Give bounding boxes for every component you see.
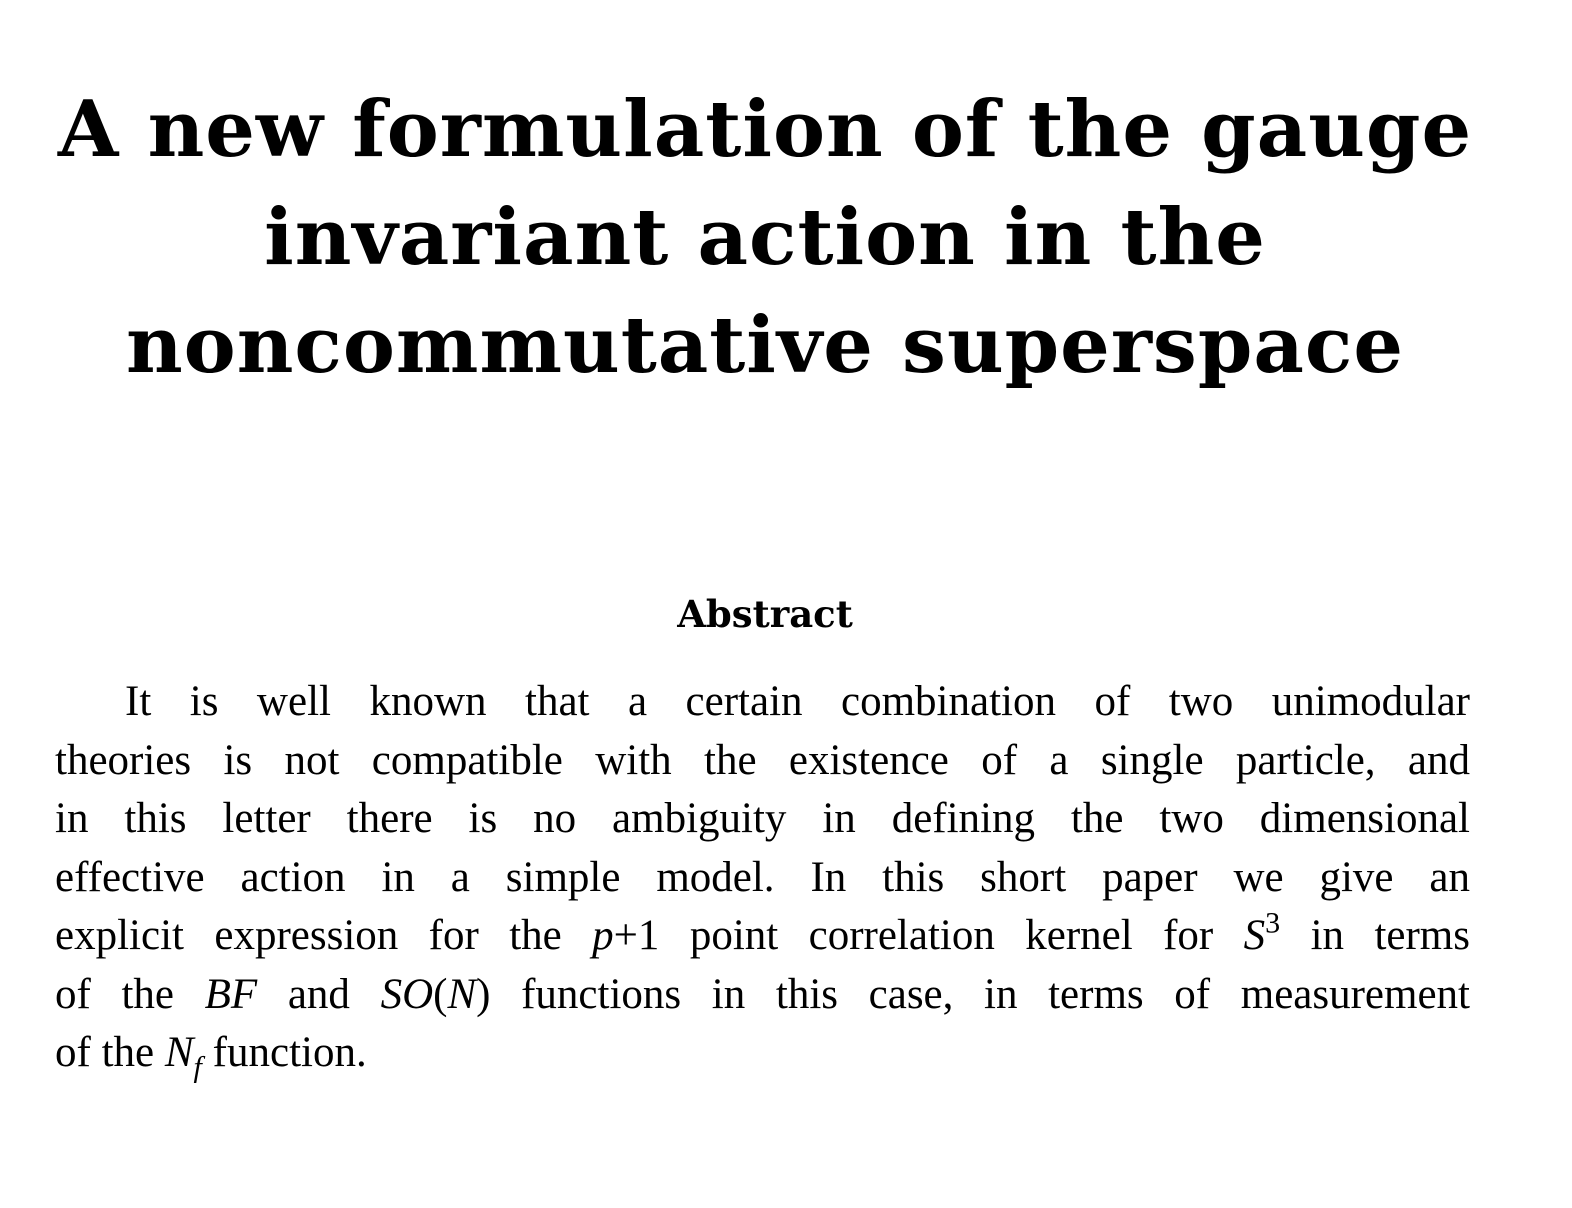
abstract-line-6: [55, 966, 1470, 1025]
title-line-3: noncommutative superspace: [125, 300, 1405, 391]
text-span: point correlation kernel for: [659, 912, 1244, 959]
text-span: in terms: [1280, 912, 1470, 959]
text-span: explicit expression for the: [55, 912, 593, 959]
abstract-line-3: in this letter there is no ambiguity in defining the two dimensional: [55, 795, 1470, 842]
math-N: N: [164, 1029, 194, 1076]
math-S: S: [1243, 912, 1266, 959]
text-span: function.: [201, 1029, 367, 1076]
math-N: N: [447, 970, 477, 1018]
abstract-line-7: [55, 1024, 1470, 1083]
math-plus-one: +1: [613, 912, 660, 959]
math-paren-open: (: [433, 970, 448, 1018]
math-subscript-f: f: [193, 1049, 202, 1084]
text-span: and: [257, 970, 381, 1018]
abstract-line-2: theories is not compatible with the existence of a single particle, and: [55, 736, 1470, 784]
abstract-line-4: effective action in a simple model. In this short paper we give an: [55, 853, 1470, 901]
math-BF: BF: [204, 970, 258, 1018]
text-span: of the: [55, 1029, 165, 1076]
abstract-line-5: [55, 907, 1470, 966]
title-line-1: A new formulation of the gauge: [57, 84, 1473, 175]
math-p: p: [592, 912, 614, 959]
text-span: functions in this case, in terms of measurement: [490, 970, 1470, 1018]
math-SO: SO: [380, 970, 434, 1018]
abstract-heading: Abstract: [677, 592, 853, 636]
math-paren-close: ): [476, 970, 491, 1018]
paper-title: [50, 76, 1480, 400]
abstract-line-1: It is well known that a certain combination of two unimodular: [125, 678, 1470, 725]
title-line-2: invariant action in the: [264, 192, 1266, 283]
abstract-body: [55, 673, 1470, 1083]
text-span: of the: [55, 970, 205, 1018]
math-exponent: 3: [1265, 905, 1281, 940]
